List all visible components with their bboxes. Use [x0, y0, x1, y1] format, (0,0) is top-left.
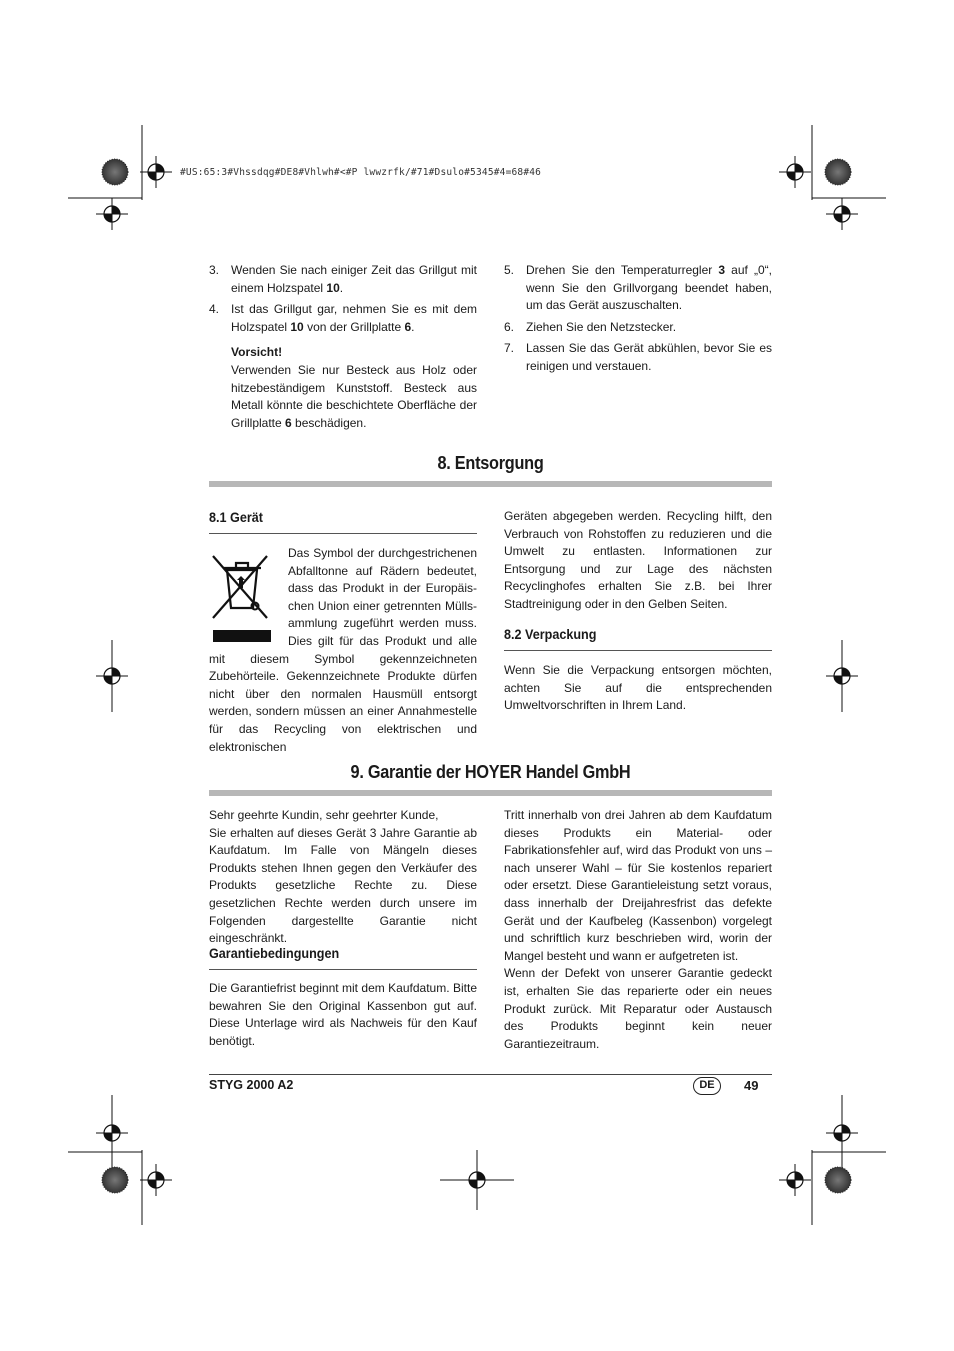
list-item: 3. Wenden Sie nach einiger Zeit das Grillgut mit einem Holzspatel 10.	[209, 262, 477, 297]
subsection-title-device: 8.1 Gerät	[209, 509, 263, 525]
steps-left-column	[209, 262, 477, 432]
footer-model-name: STYG 2000 A2	[209, 1078, 294, 1092]
subsection-divider	[504, 650, 772, 651]
list-item: 6. Ziehen Sie den Netzstecker.	[504, 319, 677, 334]
subsection-title-packaging: 8.2 Verpackung	[504, 626, 597, 642]
warranty-conditions-text: Die Garantiefrist beginnt mit dem Kaufdatum. Bitte bewahren Sie den Original Kassenbon gut auf. Diese Unterlage wird als Nachweis für den Kauf benötigt.	[209, 981, 477, 1048]
steps-right-column	[504, 262, 772, 380]
step-number: 3.	[209, 263, 220, 277]
subsection-title-warranty-conditions: Garantiebedingungen	[209, 945, 340, 961]
section-divider	[209, 481, 772, 487]
section-title-disposal: 8. Entsorgung	[437, 452, 544, 473]
device-disposal-continued: Geräten abgegeben werden. Recycling hilft, den Verbrauch von Rohstoffen zu reduzieren und die Umwelt zu entlasten. Informationen zur Entsorgung und zur Lage des nächsten Recyclinghofes erhalten Sie z.B. bei Ihrer Stadtreinigung oder in den Gelben Seiten.	[504, 509, 772, 611]
caution-text: Verwenden Sie nur Besteck aus Holz oder hitzebeständigem Kunststoff. Besteck aus Metall könnte die beschichtete Oberfläche der Grillplatte 6 beschädigen.	[231, 362, 477, 430]
step-number: 4.	[209, 302, 220, 317]
caution-label: Vorsicht!	[231, 345, 283, 360]
list-item: 4. Ist das Grillgut gar, nehmen Sie es mit dem Holzspatel 10 von der Grillplatte 6.	[209, 301, 477, 336]
list-item: 5. Drehen Sie den Temperaturregler 3 auf „0“, wenn Sie den Grillvorgang beendet haben, um das Gerät auszuschalten.	[504, 263, 772, 313]
subsection-divider	[209, 969, 477, 970]
section-title-warranty: 9. Garantie der HOYER Handel GmbH	[350, 761, 631, 782]
language-badge: DE	[693, 1077, 721, 1095]
footer-divider	[209, 1074, 772, 1075]
subsection-divider	[209, 533, 477, 534]
warranty-intro: Sehr geehrte Kundin, sehr geehrter Kunde, Sie erhalten auf dieses Gerät 3 Jahre Garantie ab Kaufdatum. Im Falle von Mängeln dieses Produkts stehen Ihnen gegen den Verkäufer des Produkts gesetzliche Rechte zu. Diese gesetzlichen Rechte werden durch unsere im Folgenden dargestellte Garantie nicht eingeschränkt.	[209, 808, 477, 946]
warranty-right-column: Tritt innerhalb von drei Jahren ab dem Kaufdatum dieses Produkts ein Material- oder Fabrikationsfehler auf, wird das Produkt von uns – nach unserer Wahl – für Sie kostenlos repariert oder ersetzt. Diese Garantieleistung setzt voraus, dass innerhalb der Dreijahresfrist das defekte Gerät und der Kaufbeleg (Kassenbon) vorgelegt und schriftlich kurz beschrieben wird, worin der Mangel besteht und wann er aufgetreten ist. Wenn der Defekt von unserer Garantie gedeckt ist, erhalten Sie das reparierte oder ein neues Produkt zurück. Mit Reparatur oder Austausch des Produkts beginnt kein neuer Garantiezeitraum.	[504, 808, 772, 1051]
device-disposal-text: Das Symbol der durchgestrichenen Abfalltonne auf Rädern bedeutet, dass das Produkt in der Europäis- chen Union einer getrennten Mülls- ammlung zugeführt werden muss. Dies gilt für das Produkt und alle mit diesem Symbol gekennzeichneten Zubehörteile. Gekennzeichnete Produkte dürfen nicht über den normalen Hausmüll entsorgt werden, sondern müssen an einer Annahmestelle für das Recycling von elektrischen und elektronischen	[209, 546, 477, 754]
section-divider	[209, 790, 772, 796]
page-number: 49	[744, 1078, 759, 1093]
caution-note	[231, 344, 477, 432]
print-slug: #US:65:3#Vhssdqg#DE8#Vhlwh#<#P lwwzrfk/#71#Dsulo#5345#4=68#46	[180, 167, 542, 178]
list-item: 7. Lassen Sie das Gerät abkühlen, bevor Sie es reinigen und verstauen.	[504, 341, 772, 373]
packaging-text: Wenn Sie die Verpackung entsorgen möchten, achten Sie auf die entsprechenden Umweltvorschriften in Ihrem Land.	[504, 663, 772, 713]
